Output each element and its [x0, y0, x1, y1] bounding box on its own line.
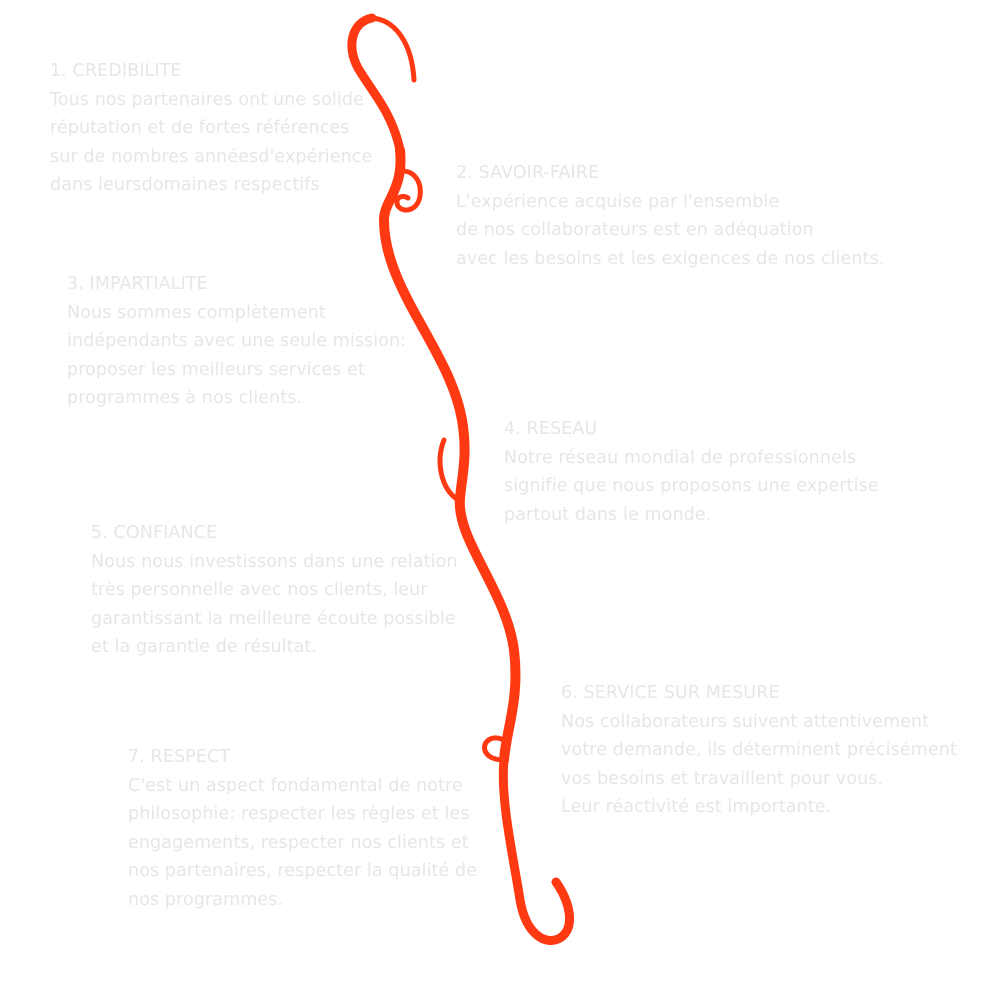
value-line: signifie que nous proposons une expertise [504, 476, 879, 496]
value-title: 5. CONFIANCE [91, 523, 218, 543]
value-line: Nous nous investissons dans une relation [91, 551, 458, 572]
value-line: sur de nombres annéesd'expérience [50, 146, 373, 167]
value-line: Notre réseau mondial de professionnels [504, 447, 857, 468]
value-title: 3. IMPARTIALITE [67, 274, 208, 294]
value-line: C'est un aspect fondamental de notre [128, 775, 463, 796]
value-savoir-faire [456, 159, 884, 273]
value-line: L'expérience acquise par l'ensemble [456, 191, 780, 212]
value-line: Nous sommes complètement [67, 302, 326, 323]
value-title: 4. RESEAU [504, 419, 598, 439]
value-line: dans leursdomaines respectifs [50, 175, 320, 195]
value-line: programmes à nos clients. [67, 388, 303, 408]
value-line: et la garantie de résultat. [91, 637, 318, 657]
value-line: garantissant la meilleure écoute possible [91, 608, 456, 629]
value-line: avec les besoins et les exigences de nos clients. [456, 248, 885, 269]
value-line: de nos collaborateurs est en adéquation [456, 220, 814, 240]
value-line: vos besoins et travaillent pour vous. [561, 768, 884, 789]
value-title: 6. SERVICE SUR MESURE [561, 683, 780, 703]
value-line: Nos collaborateurs suivent attentivement [561, 711, 930, 732]
value-respect [128, 743, 477, 914]
value-line: votre demande, ils déterminent précisément [561, 740, 957, 760]
value-line: Tous nos partenaires ont une solide [50, 89, 364, 110]
value-line: proposer les meilleurs services et [67, 359, 365, 380]
value-line: philosophie: respecter les règles et les [128, 804, 470, 824]
value-title: 2. SAVOIR-FAIRE [456, 163, 600, 183]
value-line: Leur réactivité est importante. [561, 797, 832, 817]
value-line: partout dans le monde. [504, 504, 712, 525]
value-service-sur-mesure [561, 679, 957, 822]
value-line: réputation et de fortes références [50, 118, 350, 138]
value-reseau [504, 415, 879, 529]
value-confiance [91, 519, 458, 662]
value-line: indépendants avec une seule mission: [67, 331, 407, 351]
value-credibilite [50, 57, 372, 200]
value-line: très personnelle avec nos clients, leur [91, 580, 428, 600]
value-title: 1. CREDIBILITE [50, 61, 182, 81]
value-line: nos programmes. [128, 889, 284, 910]
value-line: engagements, respecter nos clients et [128, 832, 469, 853]
value-impartialite [67, 270, 406, 413]
value-line: nos partenaires, respecter la qualité de [128, 861, 478, 881]
value-title: 7. RESPECT [128, 747, 231, 767]
